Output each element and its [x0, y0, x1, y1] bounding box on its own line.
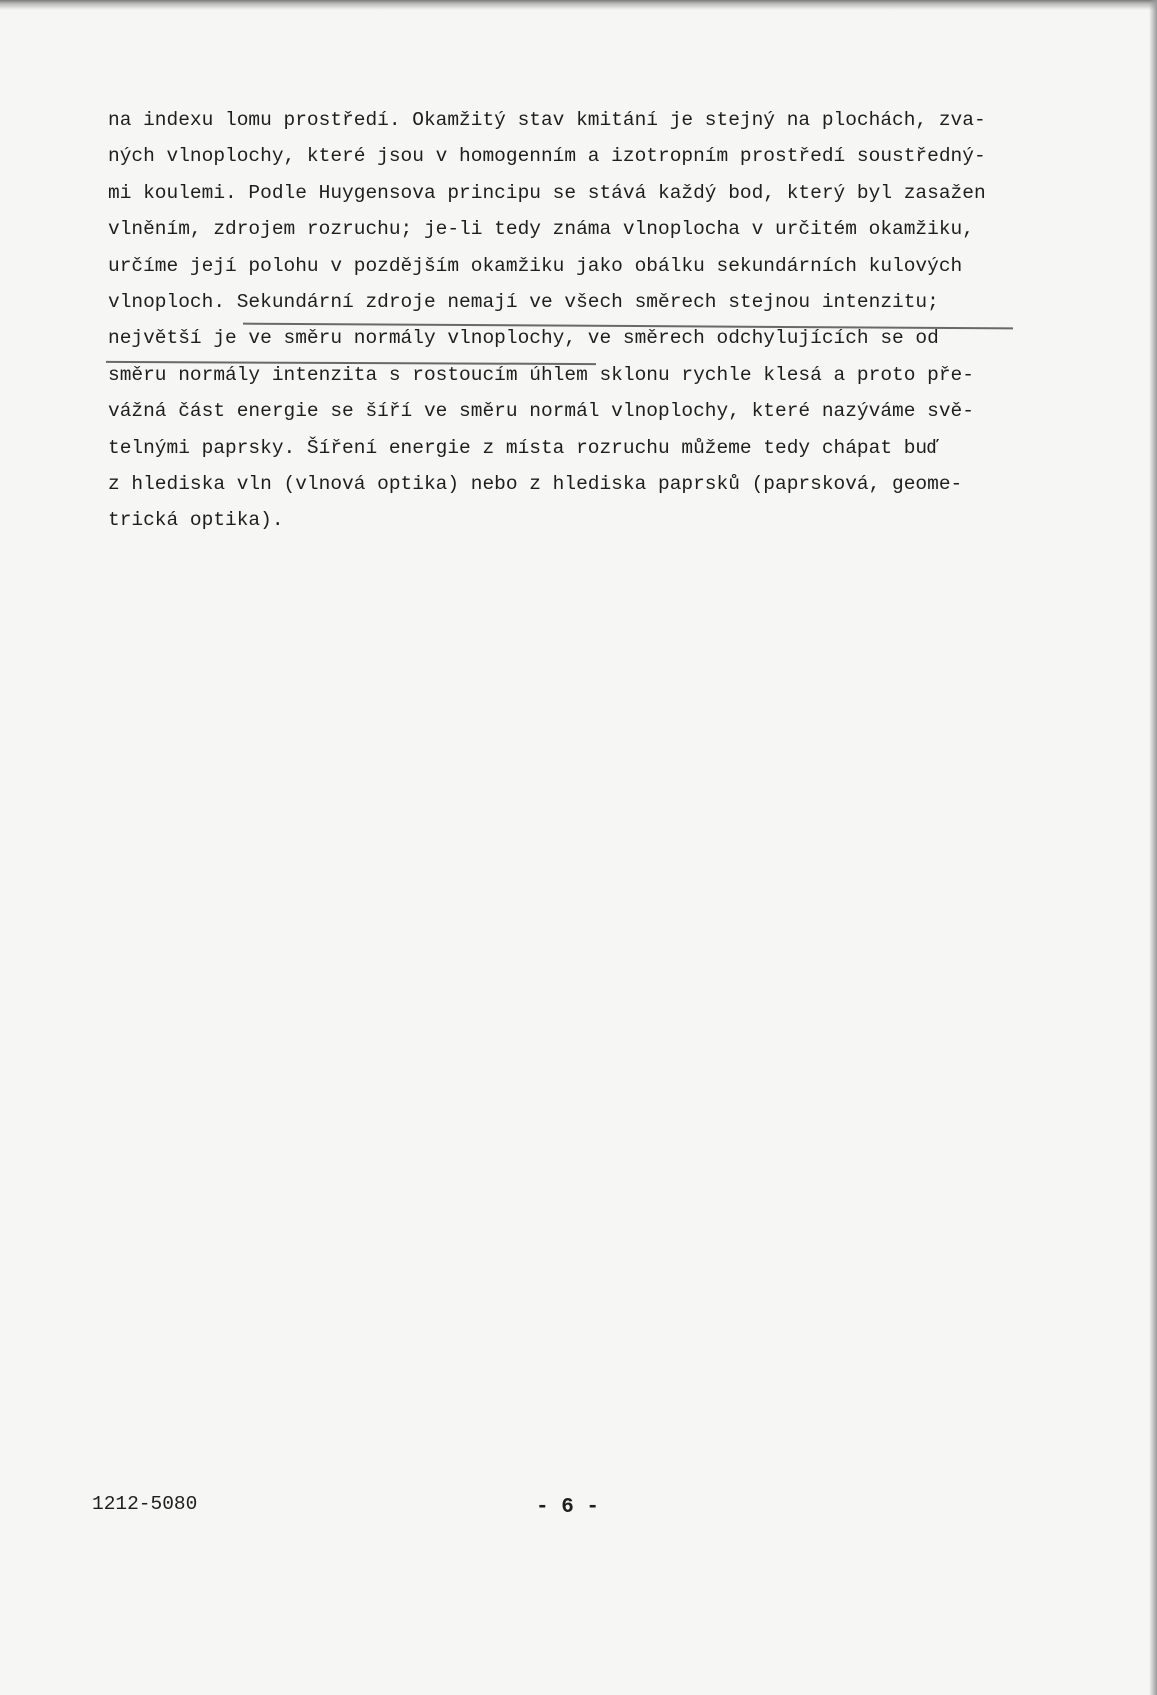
text-line: telnými paprsky. Šíření energie z místa rozruchu můžeme tedy chápat buď: [108, 436, 939, 459]
text-line: směru normály intenzita s rostoucím úhlem sklonu rychle klesá a proto pře-: [108, 363, 974, 386]
text-line: na indexu lomu prostředí. Okamžitý stav kmitání je stejný na plochách, zva-: [108, 109, 986, 131]
scan-top-shadow: [0, 0, 1157, 10]
document-code: 1212-5080: [92, 1493, 198, 1515]
text-line: mi koulemi. Podle Huygensova principu se stává každý bod, který byl zasažen: [108, 181, 986, 204]
text-line: trická optika).: [108, 509, 284, 532]
text-line: vlnoploch. Sekundární zdroje nemají ve všech směrech stejnou intenzitu;: [108, 290, 939, 313]
text-line: z hlediska vln (vlnová optika) nebo z hlediska paprsků (paprsková, geome-: [108, 472, 963, 495]
text-line: určíme její polohu v pozdějším okamžiku jako obálku sekundárních kulových: [108, 254, 963, 277]
scan-right-edge: [1149, 0, 1157, 1695]
text-line: vážná část energie se šíří ve směru normál vlnoplochy, které nazýváme svě-: [108, 400, 974, 423]
body-text: [108, 102, 1068, 539]
text-line: ných vlnoplochy, které jsou v homogenním a izotropním prostředí soustředný-: [108, 145, 986, 168]
page-number: - 6 -: [536, 1496, 600, 1519]
text-line: největší je ve směru normály vlnoplochy, ve směrech odchylujících se od: [108, 327, 939, 350]
text-line: vlněním, zdrojem rozruchu; je-li tedy známa vlnoplocha v určitém okamžiku,: [108, 218, 974, 241]
